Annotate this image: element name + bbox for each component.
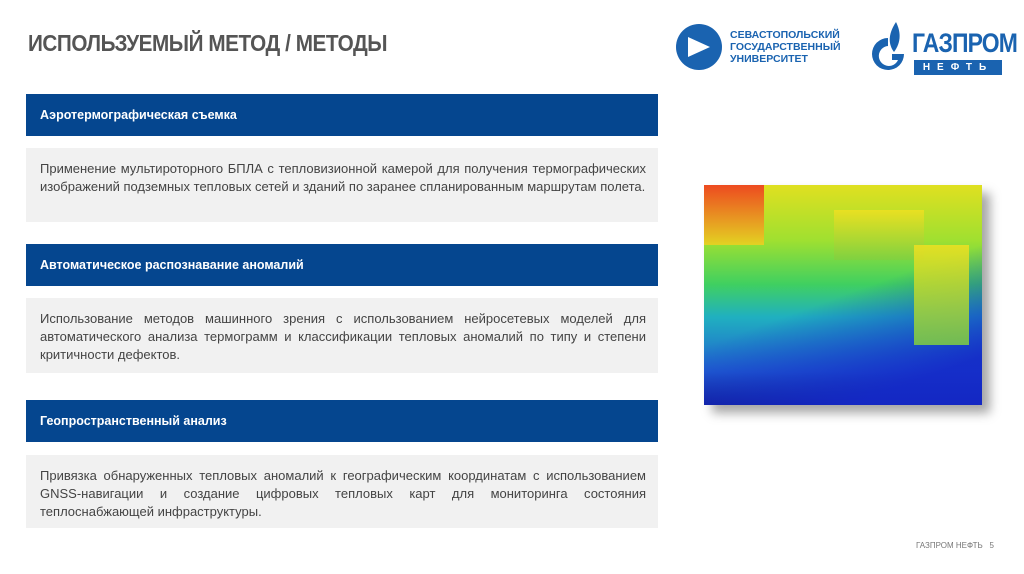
section-text: Использование методов машинного зрения с использованием нейросетевых моделей для автоматического анализа термограмм и классификации тепловых аномалий по типу и степени критичности дефектов. — [26, 298, 658, 373]
section-heading: Автоматическое распознавание аномалий — [26, 244, 658, 286]
university-name-line: СЕВАСТОПОЛЬСКИЙ — [730, 29, 840, 41]
university-logo — [676, 24, 841, 70]
university-emblem-icon — [676, 24, 722, 70]
section-heading: Геопространственный анализ — [26, 400, 658, 442]
neft-text: НЕФТЬ — [914, 60, 1002, 75]
gazprom-neft-logo — [864, 12, 1018, 76]
footer-company: ГАЗПРОМ НЕФТЬ — [916, 541, 983, 550]
footer — [916, 541, 994, 550]
thermal-image — [704, 185, 982, 405]
page-title: ИСПОЛЬЗУЕМЫЙ МЕТОД / МЕТОДЫ — [28, 30, 388, 56]
gazprom-text: ГАЗПРОМ — [912, 28, 1018, 58]
university-name-line: УНИВЕРСИТЕТ — [730, 53, 808, 65]
section-text: Привязка обнаруженных тепловых аномалий к географическим координатам с использованием GNSS-навигации и создание цифровых тепловых карт для мониторинга состояния теплоснабжающей инфраструктуры. — [26, 455, 658, 528]
university-name-line: ГОСУДАРСТВЕННЫЙ — [730, 41, 841, 53]
section-text: Применение мультироторного БПЛА с тепловизионной камерой для получения термографических изображений подземных тепловых сетей и зданий по заранее спланированным маршрутам полета. — [26, 148, 658, 222]
section-heading: Аэротермографическая съемка — [26, 94, 658, 136]
page-number: 5 — [989, 541, 994, 550]
gazprom-flame-icon — [866, 20, 910, 70]
